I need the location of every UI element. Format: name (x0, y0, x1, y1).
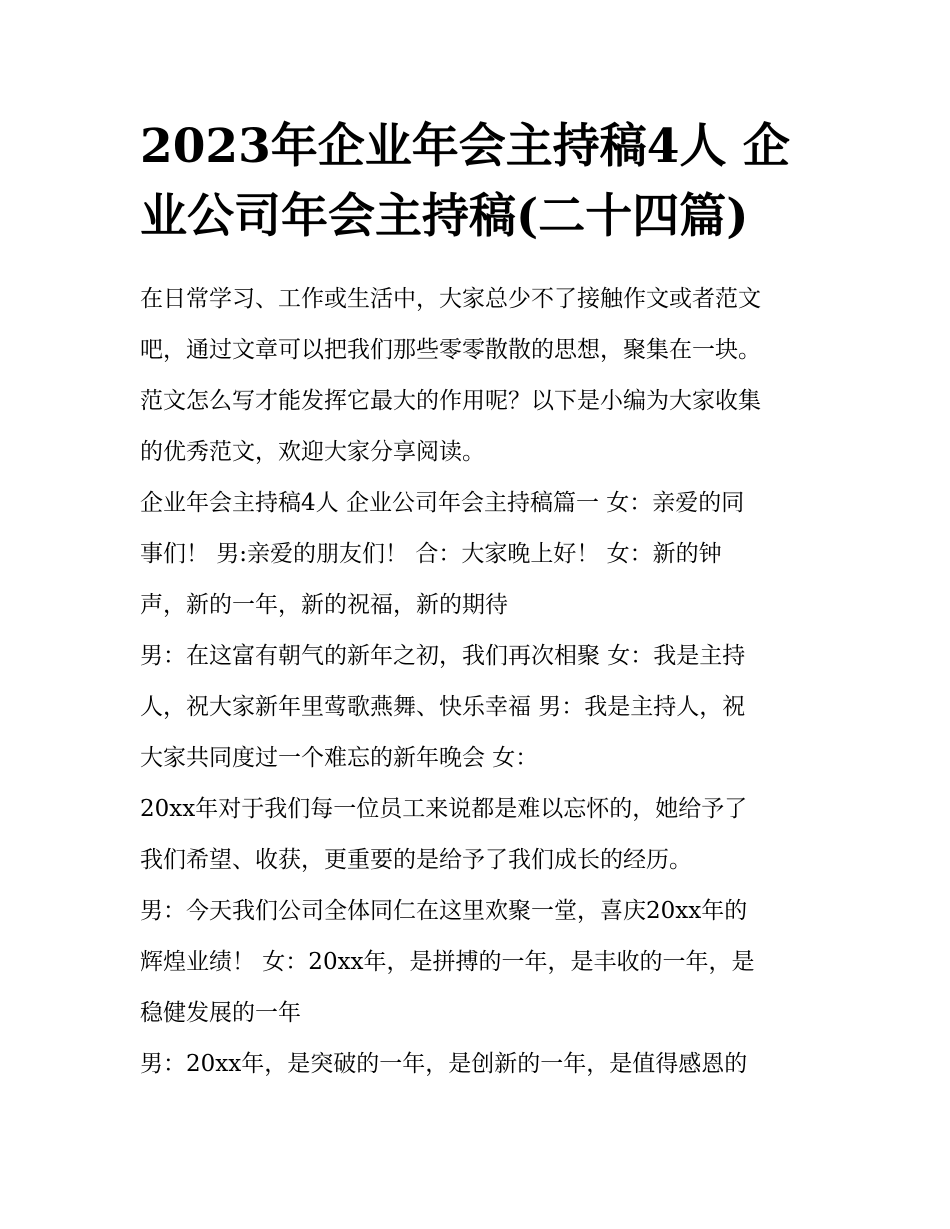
body-line: 20xx年对于我们每一位员工来说都是难以忘怀的，她给予了 (140, 796, 748, 822)
body-line: 稳健发展的一年 (140, 1000, 301, 1026)
body-line: 吧，通过文章可以把我们那些零零散散的思想，聚集在一块。 (140, 337, 761, 363)
body-line: 人，祝大家新年里莺歌燕舞、快乐幸福 男：我是主持人，祝 (140, 694, 746, 720)
title-line-1: 2023年企业年会主持稿4人 企 (140, 119, 790, 174)
body-line: 辉煌业绩！ 女：20xx年，是拼搏的一年，是丰收的一年，是 (140, 949, 755, 975)
document-title (140, 112, 820, 252)
body-line: 声，新的一年，新的祝福，新的期待 (140, 592, 508, 618)
body-line: 事们！ 男:亲爱的朋友们！ 合：大家晚上好！ 女：新的钟 (140, 541, 722, 567)
body-line: 我们希望、收获，更重要的是给予了我们成长的经历。 (140, 847, 692, 873)
body-line: 范文怎么写才能发挥它最大的作用呢？以下是小编为大家收集 (140, 388, 761, 414)
document-body (140, 274, 840, 1090)
body-line: 男：在这富有朝气的新年之初，我们再次相聚 女：我是主持 (140, 643, 746, 669)
body-line: 在日常学习、工作或生活中，大家总少不了接触作文或者范文 (140, 286, 761, 312)
body-line: 大家共同度过一个难忘的新年晚会 女： (140, 745, 539, 771)
body-line: 男：20xx年，是突破的一年，是创新的一年，是值得感恩的 (140, 1051, 748, 1077)
body-line: 企业年会主持稿4人 企业公司年会主持稿篇一 女：亲爱的同 (140, 490, 745, 516)
body-line: 的优秀范文，欢迎大家分享阅读。 (140, 439, 485, 465)
body-line: 男：今天我们公司全体同仁在这里欢聚一堂，喜庆20xx年的 (140, 898, 748, 924)
title-line-2: 业公司年会主持稿(二十四篇) (140, 189, 749, 244)
